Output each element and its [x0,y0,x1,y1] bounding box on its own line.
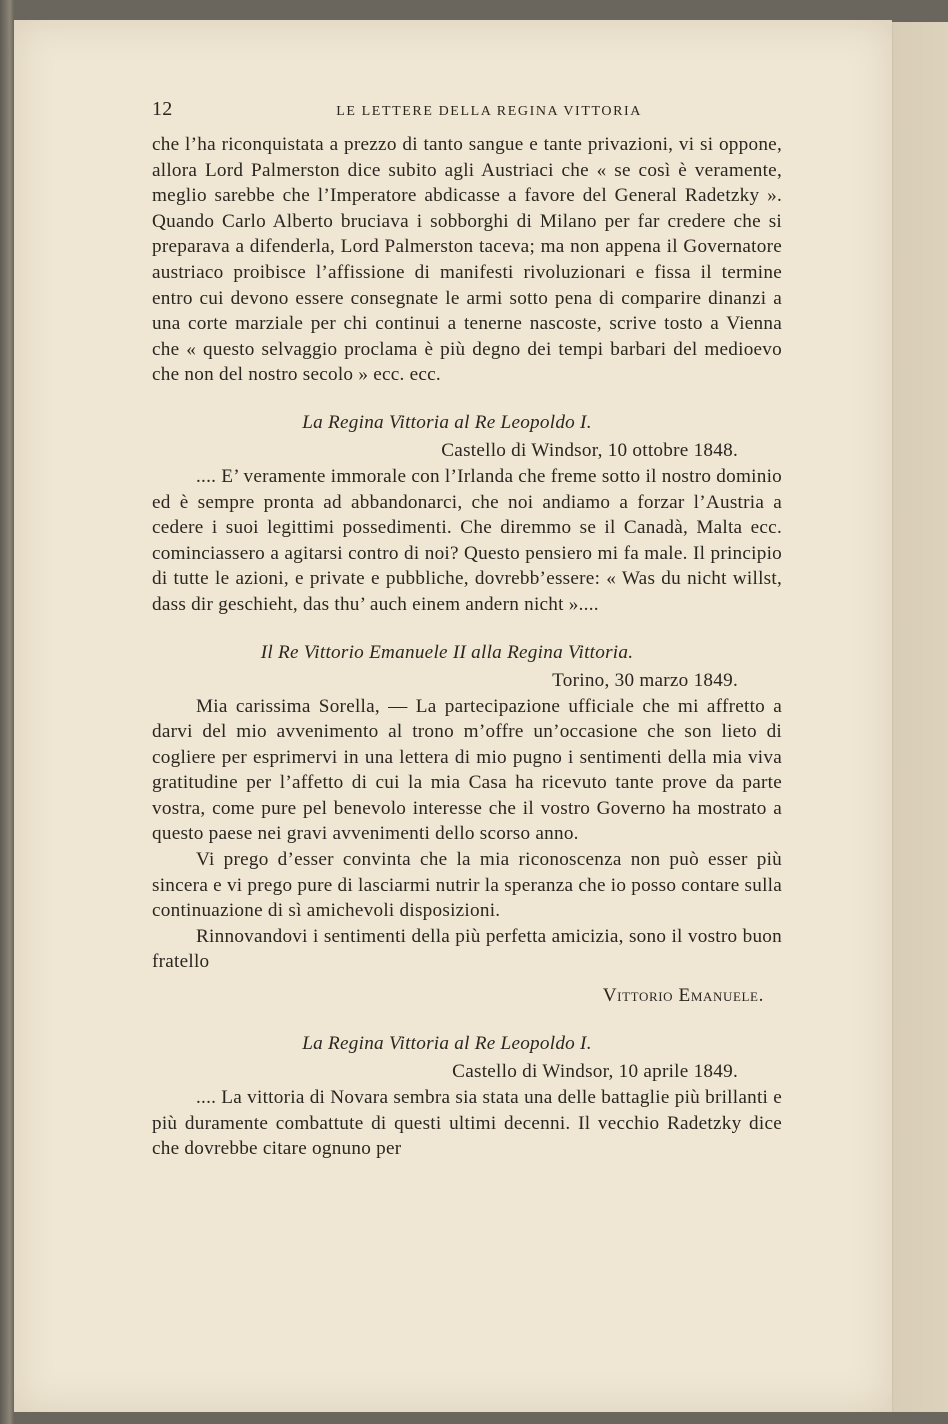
page-header [152,98,782,132]
letter-date: Torino, 30 marzo 1849. [552,669,738,691]
page-number: 12 [152,98,173,120]
letter-paragraph: .... La vittoria di Novara sembra sia stata una delle battaglie più brillanti e più duramente combattute di questi ultimi decenni. Il vecchio Radetzky dice che dovrebbe citare ognuno per [152,1087,782,1160]
running-head: LE LETTERE DELLA REGINA VITTORIA [336,104,642,119]
page-text [152,98,782,1162]
facing-page-edge [888,22,948,1412]
letter-date: Castello di Windsor, 10 aprile 1849. [452,1061,738,1083]
letter-signature: Vittorio Emanuele. [602,985,764,1007]
letter-paragraph: Vi prego d’esser convinta che la mia riconoscenza non può esser più sincera e vi prego pure di lasciarmi nutrir la speranza che io posso contare sulla continuazione di sì amichevoli disposizioni. [152,849,783,922]
letter-paragraph: .... E’ veramente immorale con l’Irlanda che freme sotto il nostro dominio ed è sempre pronta ad abbandonarci, che noi andiamo a forzar l’Austria a cedere i suoi legittimi possedimenti. Che diremmo se il Canadà, Malta ecc. cominciassero a agitarsi contro di noi? Questo pensiero mi fa male. Il principio di tutte le azioni, e private e pubbliche, dovrebb’essere: « Was du nicht willst, dass dir geschieht, das thu’ auch einem andern nicht ».... [152,465,782,615]
letter-heading: Il Re Vittorio Emanuele II alla Regina Vittoria. [260,641,634,663]
letter-paragraph: Mia carissima Sorella, — La partecipazione ufficiale che mi affretto a darvi del mio avvenimento al trono m’offre un’occasione che son lieto di cogliere per esprimervi in una lettera di mio pugno i sentimenti della mia viva gratitudine per l’affetto di cui la mia Casa ha ricevuto tante prove da parte vostra, come pure pel benevolo interesse che il vostro Governo ha mostrato a questo paese nei gravi avvenimenti dello scorso anno. [152,695,782,845]
letter-heading: La Regina Vittoria al Re Leopoldo I. [302,1033,592,1055]
letter-heading: La Regina Vittoria al Re Leopoldo I. [302,411,592,433]
opening-paragraph: che l’ha riconquistata a prezzo di tanto sangue e tante privazioni, vi si oppone, allora Lord Palmerston dice subito agli Austriaci che « se così è veramente, meglio sarebbe che l’Imperatore abdicasse a favore del General Radetzky ». Quando Carlo Alberto bruciava i sobborghi di Milano per far credere che si preparava a difenderla, Lord Palmerston taceva; ma non appena il Governatore austriaco proibisce l’affissione di manifesti rivoluzionari e fissa il termine entro cui devono essere consegnate le armi sotto pena di comparire dinanzi a una corte marziale per chi continui a tenerne nascoste, scrive tosto a Vienna che « questo selvaggio proclama è più degno dei tempi barbari del medioevo che non del nostro secolo » ecc. ecc. [152,134,782,386]
letter-paragraph: Rinnovandovi i sentimenti della più perfetta amicizia, sono il vostro buon fratello [152,925,782,973]
letter-date: Castello di Windsor, 10 ottobre 1848. [441,439,738,461]
